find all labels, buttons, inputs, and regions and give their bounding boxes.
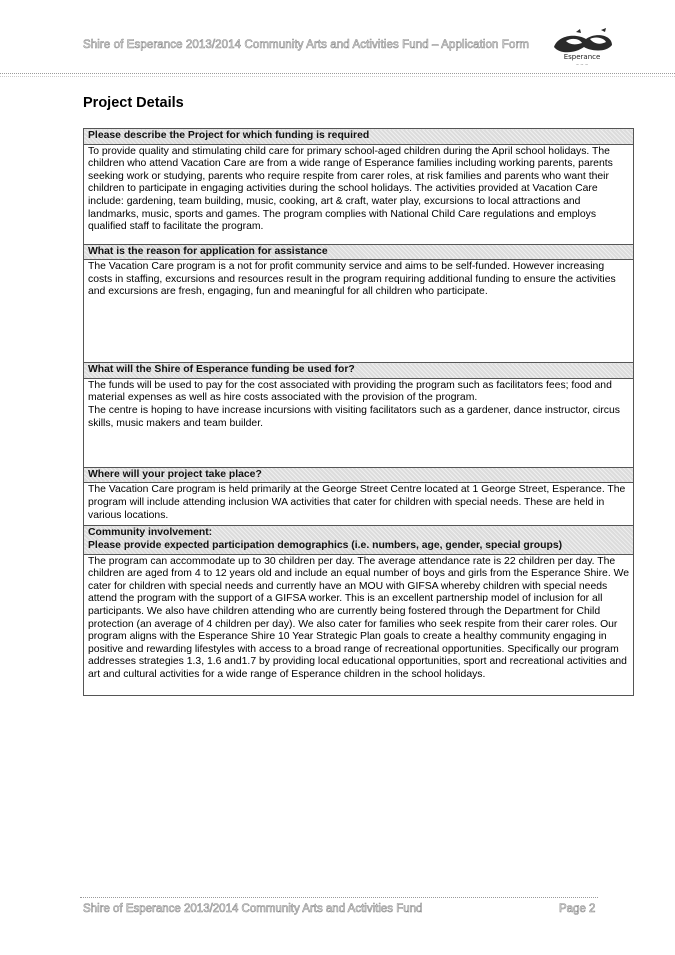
footer-text: Shire of Esperance 2013/2014 Community Arts and Activities Fund [83,903,423,915]
table-row [84,378,634,467]
header-rule [0,73,675,74]
question-community-involvement: Community involvement: Please provide expected participation demographics (i.e. numbers, age, gender, special groups) [84,526,634,554]
section-title: Project Details [83,95,184,111]
table-row [84,144,634,244]
table-row [84,260,634,363]
question-project-location: Where will your project take place? [84,467,634,483]
answer-project-description: To provide quality and stimulating child care for primary school-aged children during the April school holidays. The children who attend Vacation Care are from a wide range of Esperance families including working parents, parents seeking work or studying, parents who require respite from carer roles, at risk families and parents who want their children to participate in engaging activities during the school holidays. The activities provided at Vacation Care include: gardening, team building, music, cooking, art & craft, water play, excursions to local attractions and landmarks, music, sports and games. The program complies with National Child Care regulations and employs qualified staff to facilitate the program. [84,144,634,244]
logo-tagline-mark: ~ ~ ~ [575,62,589,67]
question-reason-for-application: What is the reason for application for assistance [84,244,634,260]
question-funding-use: What will the Shire of Esperance funding be used for? [84,363,634,379]
project-details-table [83,128,634,696]
table-row [84,244,634,260]
answer-project-location: The Vacation Care program is held primarily at the George Street Centre located at 1 George Street, Esperance. The program will include attending inclusion WA activities that cater for children with special needs. These are held in various locations. [84,483,634,526]
logo-text: Esperance [563,53,601,61]
header-rule-secondary [0,76,675,77]
question-project-description: Please describe the Project for which funding is required [84,129,634,145]
esperance-logo [546,27,618,69]
header-title: Shire of Esperance 2013/2014 Community Arts and Activities Fund – Application Form [83,39,530,51]
page-number: Page 2 [559,903,596,915]
answer-funding-use: The funds will be used to pay for the cost associated with providing the program such as facilitators fees; food and material expenses as well as hire costs associated with the provision of the program. The centre is hoping to have increase incursions with visiting facilitators such as a gardener, dance instructor, circus skills, music makers and team builder. [84,378,634,467]
table-row [84,129,634,145]
table-row [84,363,634,379]
table-row [84,483,634,526]
answer-community-involvement: The program can accommodate up to 30 children per day. The average attendance rate is 22 children per day. The children are aged from 4 to 12 years old and include an equal number of boys and girls from the Esperance Shire. We cater for children with special needs and currently have an MOU with GIFSA whereby children with special needs attend the program with the support of a GIFSA worker. This is an excellent partnership model of inclusion for all participants. We also have children attending who are currently being fostered through the Department for Child protection (an average of 4 children per day). We also cater for families who seek respite from their carer roles. Our program aligns with the Esperance Shire 10 Year Strategic Plan goals to create a healthy community engaging in positive and rewarding lifestyles with access to a broad range of recreational opportunities. Specifically our program addresses strategies 1.3, 1.6 and1.7 by providing local educational opportunities, sport and recreational activities and art and cultural activities for a wide range of Esperance children in the school holidays. [84,554,634,695]
answer-reason-for-application: The Vacation Care program is a not for profit community service and aims to be self-funded. However increasing costs in staffing, excursions and resources result in the program requiring additional funding to ensure the activities and excursions are fresh, engaging, fun and meaningful for all children who participate. [84,260,634,363]
table-row [84,526,634,554]
footer-rule [80,897,598,898]
table-row [84,554,634,695]
table-row [84,467,634,483]
logo-mark [554,28,612,52]
